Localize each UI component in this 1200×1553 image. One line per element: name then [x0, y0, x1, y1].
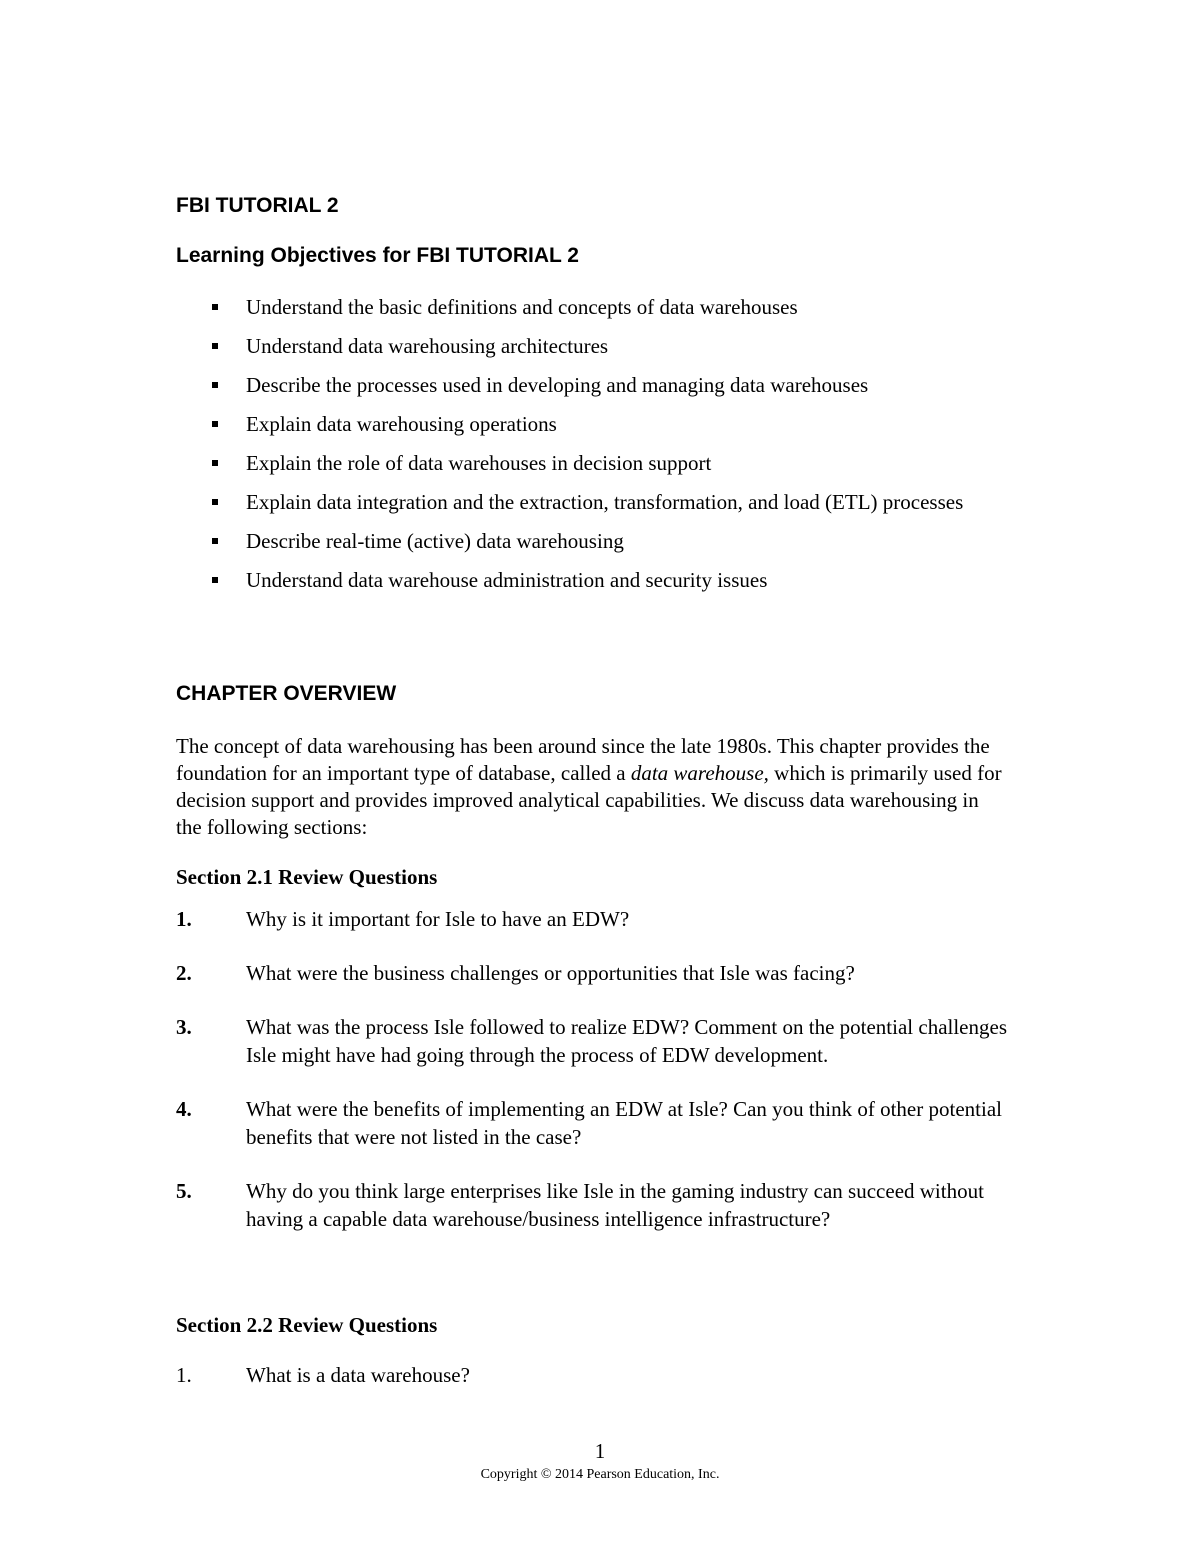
- objective-item: [176, 566, 1036, 594]
- square-bullet-icon: [212, 488, 222, 516]
- objective-item: [176, 449, 1036, 477]
- objective-text: Explain data warehousing operations: [246, 412, 557, 436]
- square-bullet-icon: [212, 332, 222, 360]
- question-number: 1.: [176, 907, 192, 931]
- copyright-notice: Copyright © 2014 Pearson Education, Inc.: [480, 1467, 720, 1482]
- objective-item: [176, 332, 1036, 360]
- question-item: [176, 1013, 1036, 1069]
- objective-item: [176, 527, 1036, 555]
- objective-text: Understand data warehouse administration and security issues: [246, 568, 768, 592]
- objectives-heading: Learning Objectives for FBI TUTORIAL 2: [176, 244, 579, 267]
- question-item: [176, 959, 1036, 987]
- objective-item: [176, 293, 1036, 321]
- question-text: What were the benefits of implementing an EDW at Isle? Can you think of other potential benefits that were not listed in the case?: [246, 1097, 1002, 1149]
- document-title: FBI TUTORIAL 2: [176, 194, 339, 217]
- overview-emphasis: data warehouse,: [630, 761, 769, 785]
- square-bullet-icon: [212, 293, 222, 321]
- chapter-overview-heading: CHAPTER OVERVIEW: [176, 682, 397, 705]
- objective-text: Explain the role of data warehouses in decision support: [246, 451, 712, 475]
- objective-item: [176, 371, 1036, 399]
- question-text: What were the business challenges or opportunities that Isle was facing?: [246, 961, 855, 985]
- question-item: [176, 1177, 1036, 1233]
- question-text: What was the process Isle followed to realize EDW? Comment on the potential challenges Isle might have had going through the process of EDW development.: [246, 1015, 1007, 1067]
- objective-item: [176, 488, 1036, 516]
- objective-text: Explain data integration and the extraction, transformation, and load (ETL) processes: [246, 490, 964, 514]
- section-2-2-questions: [176, 1361, 1036, 1415]
- square-bullet-icon: [212, 449, 222, 477]
- square-bullet-icon: [212, 410, 222, 438]
- objective-text: Understand data warehousing architectures: [246, 334, 609, 358]
- objective-text: Understand the basic definitions and concepts of data warehouses: [246, 295, 798, 319]
- question-item: [176, 1095, 1036, 1151]
- chapter-overview-paragraph: [176, 733, 1006, 841]
- question-number: 5.: [176, 1179, 192, 1203]
- section-2-1-heading: Section 2.1 Review Questions: [176, 865, 438, 889]
- question-text: Why is it important for Isle to have an EDW?: [246, 907, 630, 931]
- question-number: 4.: [176, 1097, 192, 1121]
- page-number: 1: [594, 1439, 606, 1463]
- question-text: What is a data warehouse?: [246, 1363, 470, 1387]
- objective-item: [176, 410, 1036, 438]
- question-item: [176, 905, 1036, 933]
- square-bullet-icon: [212, 371, 222, 399]
- section-2-1-questions: [176, 905, 1036, 1259]
- question-text: Why do you think large enterprises like Isle in the gaming industry can succeed without having a capable data warehouse/business intelligence infrastructure?: [246, 1179, 984, 1231]
- overview-text-after: which is primarily used for decision support and provides improved analytical capabilities. We discuss data warehousing in the following sections:: [176, 761, 1002, 839]
- square-bullet-icon: [212, 527, 222, 555]
- objective-text: Describe the processes used in developing and managing data warehouses: [246, 373, 869, 397]
- section-2-2-heading: Section 2.2 Review Questions: [176, 1313, 438, 1337]
- overview-text-before: The concept of data warehousing has been around since the late 1980s. This chapter provides the foundation for an important type of database, called a: [176, 734, 990, 785]
- question-number: 1.: [176, 1363, 192, 1387]
- objective-text: Describe real-time (active) data warehousing: [246, 529, 624, 553]
- question-item: [176, 1361, 1036, 1389]
- question-number: 3.: [176, 1015, 192, 1039]
- question-number: 2.: [176, 961, 192, 985]
- objectives-list: [176, 293, 1036, 605]
- square-bullet-icon: [212, 566, 222, 594]
